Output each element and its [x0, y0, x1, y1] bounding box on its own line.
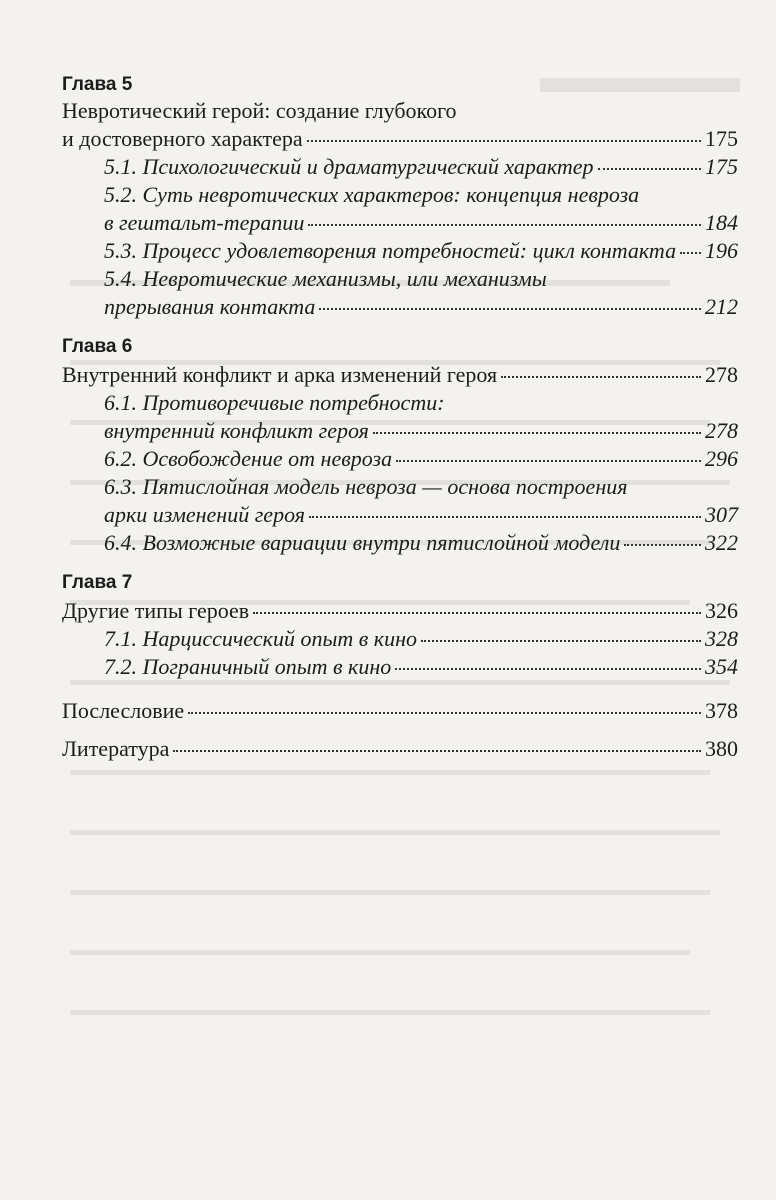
chapter-5-title: Невротический герой: создание глубокого	[62, 98, 457, 123]
section-title: 7.1. Нарциссический опыт в кино	[104, 626, 417, 651]
section-5-3[interactable]	[104, 236, 738, 266]
page-number: 380	[705, 736, 738, 761]
page-number: 196	[705, 238, 738, 263]
leader-dots	[598, 167, 701, 170]
section-6-1-line1[interactable]: 6.1. Противоречивые потребности:	[104, 390, 445, 415]
section-title-line2: внутренний конфликт героя	[104, 418, 369, 443]
leader-dots	[421, 639, 701, 642]
leader-dots	[395, 667, 701, 670]
leader-dots	[173, 749, 701, 752]
chapter-5-title-line2: и достоверного характера	[62, 126, 303, 151]
section-5-4[interactable]	[104, 292, 738, 322]
section-7-1[interactable]	[104, 624, 738, 654]
section-title: 5.3. Процесс удовлетворения потребностей: цикл контакта	[104, 238, 677, 263]
page-number: 296	[705, 446, 738, 471]
leader-dots	[624, 543, 701, 546]
section-title: 6.4. Возможные вариации внутри пятислойной модели	[104, 530, 621, 555]
section-title-line2: прерывания контакта	[104, 294, 316, 319]
leader-dots	[319, 307, 701, 310]
page-number: 307	[705, 502, 738, 527]
page-number: 278	[705, 362, 738, 387]
leader-dots	[501, 375, 701, 378]
bibliography-entry[interactable]	[62, 734, 738, 764]
page-number: 278	[705, 418, 738, 443]
section-7-2[interactable]	[104, 652, 738, 682]
section-5-2-line1[interactable]: 5.2. Суть невротических характеров: концепция невроза	[104, 182, 640, 207]
leader-dots	[309, 515, 701, 518]
page-number: 322	[705, 530, 738, 555]
afterword-title: Послесловие	[62, 698, 185, 723]
page-number: 328	[705, 626, 738, 651]
page-number: 184	[705, 210, 738, 235]
section-6-1[interactable]	[104, 416, 738, 446]
section-title: 5.1. Психологический и драматургический характер	[104, 154, 594, 179]
leader-dots	[307, 139, 701, 142]
section-title: 7.2. Пограничный опыт в кино	[104, 654, 392, 679]
leader-dots	[373, 431, 701, 434]
page-number: 212	[705, 294, 738, 319]
chapter-7-heading: Глава 7	[62, 572, 133, 593]
leader-dots	[308, 223, 701, 226]
chapter-6-heading: Глава 6	[62, 336, 133, 357]
page-number: 175	[705, 126, 738, 151]
section-6-3[interactable]	[104, 500, 738, 530]
page-number: 354	[705, 654, 738, 679]
chapter-7-title[interactable]	[62, 596, 738, 626]
section-title-line2: в гештальт-терапии	[104, 210, 305, 235]
page-number: 326	[705, 598, 738, 623]
section-5-2[interactable]	[104, 208, 738, 238]
leader-dots	[188, 711, 701, 714]
page-number: 175	[705, 154, 738, 179]
leader-dots	[253, 611, 701, 614]
section-6-2[interactable]	[104, 444, 738, 474]
section-6-3-line1[interactable]: 6.3. Пятислойная модель невроза — основа построения	[104, 474, 628, 499]
chapter-6-title[interactable]	[62, 360, 738, 390]
chapter-5-heading: Глава 5	[62, 74, 133, 95]
section-5-4-line1[interactable]: 5.4. Невротические механизмы, или механизмы	[104, 266, 547, 291]
afterword-entry[interactable]	[62, 696, 738, 726]
leader-dots	[680, 251, 701, 254]
section-6-4[interactable]	[104, 528, 738, 558]
leader-dots	[396, 459, 701, 462]
section-5-1[interactable]	[104, 152, 738, 182]
chapter-title: Другие типы героев	[62, 598, 250, 623]
chapter-5-title-end[interactable]	[62, 124, 738, 154]
page-number: 378	[705, 698, 738, 723]
bibliography-title: Литература	[62, 736, 170, 761]
section-title-line2: арки изменений героя	[104, 502, 306, 527]
section-title: 6.2. Освобождение от невроза	[104, 446, 393, 471]
chapter-title: Внутренний конфликт и арка изменений героя	[62, 362, 498, 387]
